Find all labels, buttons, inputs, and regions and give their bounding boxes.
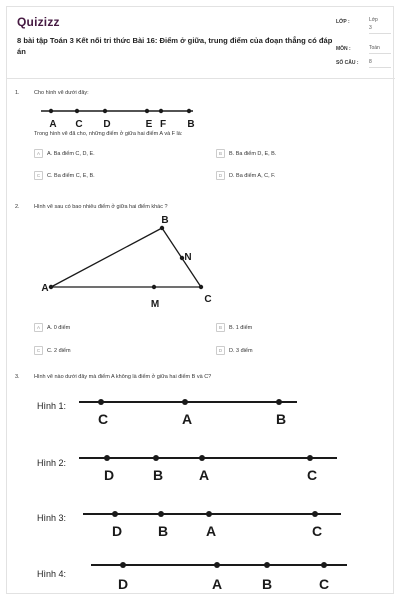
lop-value-line1: Lớp	[369, 17, 378, 23]
q1-points-label-e: E	[145, 119, 153, 129]
h2-label-c: C	[306, 467, 318, 483]
q1-option-b-text: B. Ba điểm D, E, B.	[229, 150, 277, 157]
q1-option-b-box: B	[216, 149, 225, 158]
q2-points-label-n: N	[184, 252, 192, 263]
question-1-figure	[37, 105, 207, 129]
worksheet	[6, 6, 394, 594]
h3-point-b	[158, 511, 164, 517]
q2-option-c-box: C	[34, 346, 43, 355]
socau-value: 8	[369, 59, 391, 68]
q2-option-a-box: A	[34, 323, 43, 332]
q1-points-point-a	[49, 109, 53, 113]
q1-points-label-c: C	[75, 119, 83, 129]
quizizz-logo: Quizizz	[17, 15, 60, 29]
q2-points-label-c: C	[204, 294, 212, 305]
h2-point-d	[104, 455, 110, 461]
h4-point-a	[214, 562, 220, 568]
hinh-2-label: Hình 2:	[37, 458, 67, 468]
hinh-1-label: Hình 1:	[37, 401, 67, 411]
question-1-number: 1.	[15, 90, 20, 96]
q2-option-d[interactable]	[216, 346, 253, 355]
hinh-1-figure	[71, 391, 311, 431]
hinh-4-figure	[71, 558, 351, 595]
q2-option-b[interactable]	[216, 323, 252, 332]
q1-points-point-d	[103, 109, 107, 113]
q2-option-d-box: D	[216, 346, 225, 355]
hinh-2-figure	[71, 447, 346, 487]
h3-point-d	[112, 511, 118, 517]
q1-option-c[interactable]	[34, 171, 95, 180]
q2-option-b-text: B. 1 điểm	[229, 324, 253, 331]
h1-point-c	[98, 399, 104, 405]
q2-segment-ab	[51, 228, 162, 287]
h3-point-a	[206, 511, 212, 517]
h4-point-c	[321, 562, 327, 568]
h2-label-d: D	[103, 467, 115, 483]
socau-label: SỐ CÂU :	[336, 60, 359, 66]
q1-points-point-e	[145, 109, 149, 113]
q2-points-point-b	[160, 226, 164, 230]
lop-label: LỚP :	[336, 19, 350, 25]
q2-option-c[interactable]	[34, 346, 71, 355]
question-2-prompt: Hình vẽ sau có bao nhiêu điểm ở giữa hai điểm khác ?	[34, 204, 168, 210]
h2-label-b: B	[152, 467, 164, 483]
q2-option-c-text: C. 2 điểm	[47, 347, 71, 354]
worksheet-header	[7, 7, 395, 79]
h3-label-a: A	[205, 523, 217, 539]
q2-option-a[interactable]	[34, 323, 70, 332]
q2-points-point-a	[49, 285, 53, 289]
h2-label-a: A	[198, 467, 210, 483]
h2-point-b	[153, 455, 159, 461]
h4-label-c: C	[318, 576, 330, 592]
q2-points-label-b: B	[161, 215, 169, 226]
q1-option-d-box: D	[216, 171, 225, 180]
h1-label-b: B	[275, 411, 287, 427]
question-3-prompt: Hình vẽ nào dưới đây mà điểm A không là điểm ở giữa hai điểm B và C?	[34, 374, 212, 380]
h1-point-a	[182, 399, 188, 405]
hinh-3-figure	[71, 503, 346, 543]
q2-option-d-text: D. 3 điểm	[229, 347, 253, 354]
h4-label-d: D	[117, 576, 129, 592]
mon-label: MÔN :	[336, 46, 351, 52]
h2-point-a	[199, 455, 205, 461]
h3-label-c: C	[311, 523, 323, 539]
q1-option-a-text: A. Ba điểm C, D, E.	[47, 150, 95, 157]
q2-option-b-box: B	[216, 323, 225, 332]
q1-points-label-b: B	[187, 119, 195, 129]
question-1-subprompt: Trong hình vẽ đã cho, những điểm ở giữa hai điểm A và F là:	[34, 131, 183, 137]
q2-points-point-m	[152, 285, 156, 289]
h1-label-c: C	[97, 411, 109, 427]
q1-points-label-f: F	[159, 119, 167, 129]
mon-value: Toán	[369, 45, 391, 54]
h1-point-b	[276, 399, 282, 405]
q1-option-a[interactable]	[34, 149, 95, 158]
h1-label-a: A	[181, 411, 193, 427]
h3-point-c	[312, 511, 318, 517]
q1-points-point-b	[187, 109, 191, 113]
q1-option-d-text: D. Ba điểm A, C, F.	[229, 172, 276, 179]
question-2-figure	[35, 213, 225, 313]
question-3-number: 3.	[15, 374, 20, 380]
q2-points-label-a: A	[41, 283, 49, 294]
h4-label-a: A	[211, 576, 223, 592]
h4-label-b: B	[261, 576, 273, 592]
q1-option-a-box: A	[34, 149, 43, 158]
q2-points-point-c	[199, 285, 203, 289]
q1-points-point-c	[75, 109, 79, 113]
q1-points-point-f	[159, 109, 163, 113]
hinh-3-label: Hình 3:	[37, 513, 67, 523]
q1-points-label-a: A	[49, 119, 57, 129]
q1-points-label-d: D	[103, 119, 111, 129]
q2-points-label-m: M	[150, 299, 160, 310]
h2-point-c	[307, 455, 313, 461]
h3-label-b: B	[157, 523, 169, 539]
q1-option-d[interactable]	[216, 171, 275, 180]
q2-option-a-text: A. 0 điểm	[47, 324, 71, 331]
h3-label-d: D	[111, 523, 123, 539]
lop-value-line2: 3	[369, 25, 391, 34]
h4-point-d	[120, 562, 126, 568]
q1-option-c-box: C	[34, 171, 43, 180]
hinh-4-label: Hình 4:	[37, 569, 67, 579]
question-1-prompt: Cho hình vẽ dưới đây:	[34, 90, 89, 96]
worksheet-title: 8 bài tập Toán 3 Kết nối tri thức Bài 16: Điểm ở giữa, trung điểm của đoạn thẳng có đáp án	[17, 36, 333, 56]
h4-point-b	[264, 562, 270, 568]
q1-option-b[interactable]	[216, 149, 276, 158]
question-2-number: 2.	[15, 204, 20, 210]
q1-option-c-text: C. Ba điểm C, E, B.	[47, 172, 95, 179]
